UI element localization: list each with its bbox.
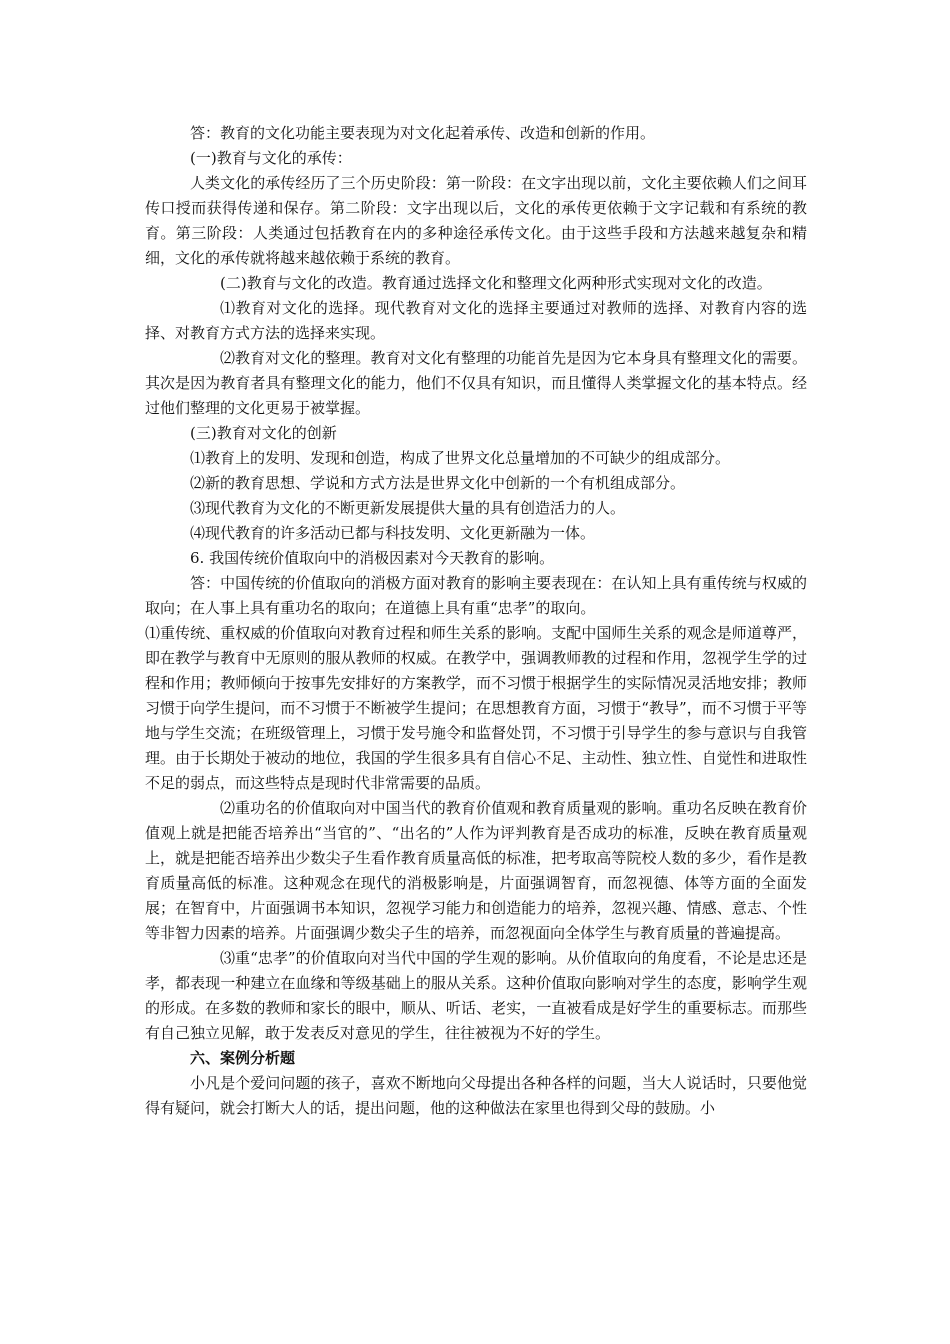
paragraph: 人类文化的承传经历了三个历史阶段：第一阶段：在文字出现以前，文化主要依赖人们之间耳传口授而获得传递和保存。第二阶段：文字出现以后，文化的承传更依赖于文字记载和有系统的教育。第三阶段：人类通过包括教育在内的多种途径承传文化。由于这些手段和方法越来越复杂和精细，文化的承传就将越来越依赖于系统的教育。 bbox=[145, 174, 807, 267]
answer-6: 答：中国传统的价值取向的消极方面对教育的影响主要表现在：在认知上具有重传统与权威的取向；在人事上具有重功名的取向；在道德上具有重“忠孝”的取向。 bbox=[145, 574, 807, 617]
section-heading-2: (二)教育与文化的改造。教育通过选择文化和整理文化两种形式实现对文化的改造。 bbox=[220, 274, 772, 292]
case-paragraph: 小凡是个爱问问题的孩子，喜欢不断地向父母提出各种各样的问题，当大人说话时，只要他觉得有疑问，就会打断大人的话，提出问题，他的这种做法在家里也得到父母的鼓励。小 bbox=[145, 1074, 807, 1117]
list-item: ⑷现代教育的许多活动已都与科技发明、文化更新融为一体。 bbox=[190, 524, 596, 542]
list-item: ⑴教育上的发明、发现和创造，构成了世界文化总量增加的不可缺少的组成部分。 bbox=[190, 449, 731, 467]
question-6: 6. 我国传统价值取向中的消极因素对今天教育的影响。 bbox=[190, 549, 555, 567]
paragraph: ⑵重功名的价值取向对中国当代的教育价值观和教育质量观的影响。重功名反映在教育价值观上就是把能否培养出“当官的”、“出名的”人作为评判教育是否成功的标准，反映在教育质量观上，就是把能否培养出少数尖子生看作教育质量高低的标准，把考取高等院校人数的多少，看作是教育质量高低的标准。这种观念在现代的消极影响是，片面强调智育，而忽视德、体等方面的全面发展；在智育中，片面强调书本知识，忽视学习能力和创造能力的培养，忽视兴趣、情感、意志、个性等非智力因素的培养。片面强调少数尖子生的培养，而忽视面向全体学生与教育质量的普遍提高。 bbox=[145, 799, 807, 942]
document-page bbox=[145, 121, 807, 1121]
paragraph: ⑶重“忠孝”的价值取向对当代中国的学生观的影响。从价值取向的角度看，不论是忠还是孝，都表现一种建立在血缘和等级基础上的服从关系。这种价值取向影响对学生的态度，影响学生观的形成。在多数的教师和家长的眼中，顺从、听话、老实，一直被看成是好学生的重要标志。而那些有自己独立见解，敢于发表反对意见的学生，往往被视为不好的学生。 bbox=[145, 949, 807, 1042]
paragraph: ⑴教育对文化的选择。现代教育对文化的选择主要通过对教师的选择、对教育内容的选择、对教育方式方法的选择来实现。 bbox=[145, 299, 807, 342]
paragraph: ⑵教育对文化的整理。教育对文化有整理的功能首先是因为它本身具有整理文化的需要。其次是因为教育者具有整理文化的能力，他们不仅具有知识，而且懂得人类掌握文化的基本特点。经过他们整理的文化更易于被掌握。 bbox=[145, 349, 807, 417]
list-item: ⑶现代教育为文化的不断更新发展提供大量的具有创造活力的人。 bbox=[190, 499, 626, 517]
list-item: ⑵新的教育思想、学说和方式方法是世界文化中创新的一个有机组成部分。 bbox=[190, 474, 686, 492]
paragraph: ⑴重传统、重权威的价值取向对教育过程和师生关系的影响。支配中国师生关系的观念是师道尊严，即在教学与教育中无原则的服从教师的权威。在教学中，强调教师教的过程和作用，忽视学生学的过程和作用；教师倾向于按事先安排好的方案教学，而不习惯于根据学生的实际情况灵活地安排；教师习惯于向学生提问，而不习惯于不断被学生提问；在思想教育方面，习惯于“教导”，而不习惯于平等地与学生交流；在班级管理上，习惯于发号施令和监督处罚，不习惯于引导学生的参与意识与自我管理。由于长期处于被动的地位，我国的学生很多具有自信心不足、主动性、独立性、自觉性和进取性不足的弱点，而这些特点是现时代非常需要的品质。 bbox=[145, 624, 807, 792]
section-title: 六、案例分析题 bbox=[190, 1049, 296, 1067]
section-heading-1: (一)教育与文化的承传： bbox=[190, 149, 352, 167]
answer-intro: 答：教育的文化功能主要表现为对文化起着承传、改造和创新的作用。 bbox=[190, 124, 656, 142]
section-heading-3: (三)教育对文化的创新 bbox=[190, 424, 337, 442]
